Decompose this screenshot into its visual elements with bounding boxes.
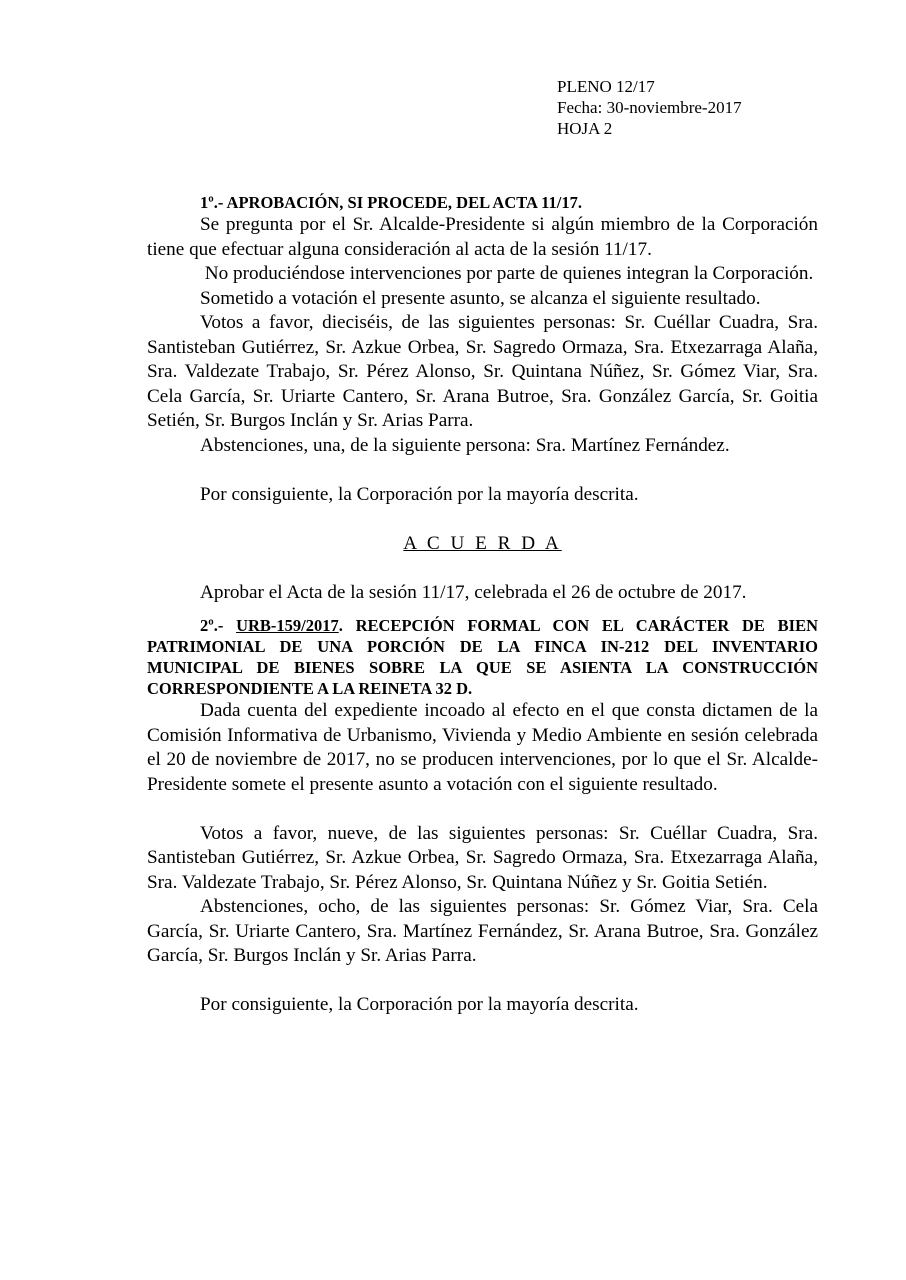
item-2-title [147,615,818,699]
item-2-title-text: . RECEPCIÓN FORMAL CON EL CARÁCTER DE BIEN PATRIMONIAL DE UNA PORCIÓN DE LA FINCA IN-212 DEL INVENTARIO MUNICIPAL DE BIENES SOBRE LA QUE SE ASIENTA LA CONSTRUCCIÓN CORRESPONDIENTE A LA REINETA 32 D. [147,616,818,698]
acuerda-heading: A C U E R D A [403,532,562,554]
session-date: Fecha: 30-noviembre-2017 [557,98,742,117]
session-label: PLENO 12/17 [557,77,655,96]
item-2-number: 2º.- [200,616,237,635]
item-1-abstentions: Abstenciones, una, de la siguiente persona: Sra. Martínez Fernández. [200,434,730,456]
document-body [147,192,818,1018]
item-1-title: 1º.- APROBACIÓN, SI PROCEDE, DEL ACTA 11/17. [200,193,582,212]
item-1-votes-favor: Votos a favor, dieciséis, de las siguientes personas: Sr. Cuéllar Cuadra, Sra. Santisteban Gutiérrez, Sr. Azkue Orbea, Sr. Sagredo Ormaza, Sra. Etxezarraga Alaña, Sra. Valdezate Trabajo, Sr. Pérez Alonso, Sr. Quintana Núñez, Sr. Gómez Viar, Sra. Cela García, Sr. Uriarte Cantero, Sr. Arana Butroe, Sra. González García, Sr. Goitia Setién, Sr. Burgos Inclán y Sr. Arias Parra. [147,312,818,431]
item-1-paragraph: No produciéndose intervenciones por parte de quienes integran la Corporación. [200,263,814,284]
item-2-paragraph: Dada cuenta del expediente incoado al efecto en el que consta dictamen de la Comisión Informativa de Urbanismo, Vivienda y Medio Ambiente en sesión celebrada el 20 de noviembre de 2017, no se producen intervenciones, por lo que el Sr. Alcalde-Presidente somete el presente asunto a votación con el siguiente resultado. [147,700,818,795]
item-1-resolution: Aprobar el Acta de la sesión 11/17, celebrada el 26 de octubre de 2017. [200,581,747,603]
item-1-conclusion: Por consiguiente, la Corporación por la mayoría descrita. [200,483,639,505]
item-1-paragraph: Sometido a votación el presente asunto, se alcanza el siguiente resultado. [200,287,761,309]
item-2-conclusion: Por consiguiente, la Corporación por la mayoría descrita. [200,994,639,1015]
page-number: HOJA 2 [557,119,613,138]
item-2-votes-favor: Votos a favor, nueve, de las siguientes personas: Sr. Cuéllar Cuadra, Sra. Santisteban Gutiérrez, Sr. Azkue Orbea, Sr. Sagredo Ormaza, Sra. Etxezarraga Alaña, Sra. Valdezate Trabajo, Sr. Pérez Alonso, Sr. Quintana Núñez y Sr. Goitia Setién. [147,822,818,893]
item-1-paragraph: Se pregunta por el Sr. Alcalde-Presidente si algún miembro de la Corporación tiene que efectuar alguna consideración al acta de la sesión 11/17. [147,214,818,260]
item-2-abstentions: Abstenciones, ocho, de las siguientes personas: Sr. Gómez Viar, Sra. Cela García, Sr. Uriarte Cantero, Sra. Martínez Fernández, Sr. Arana Butroe, Sra. González García, Sr. Burgos Inclán y Sr. Arias Parra. [147,896,818,966]
page-header [557,76,742,139]
item-2-file-code: URB-159/2017 [236,616,339,635]
